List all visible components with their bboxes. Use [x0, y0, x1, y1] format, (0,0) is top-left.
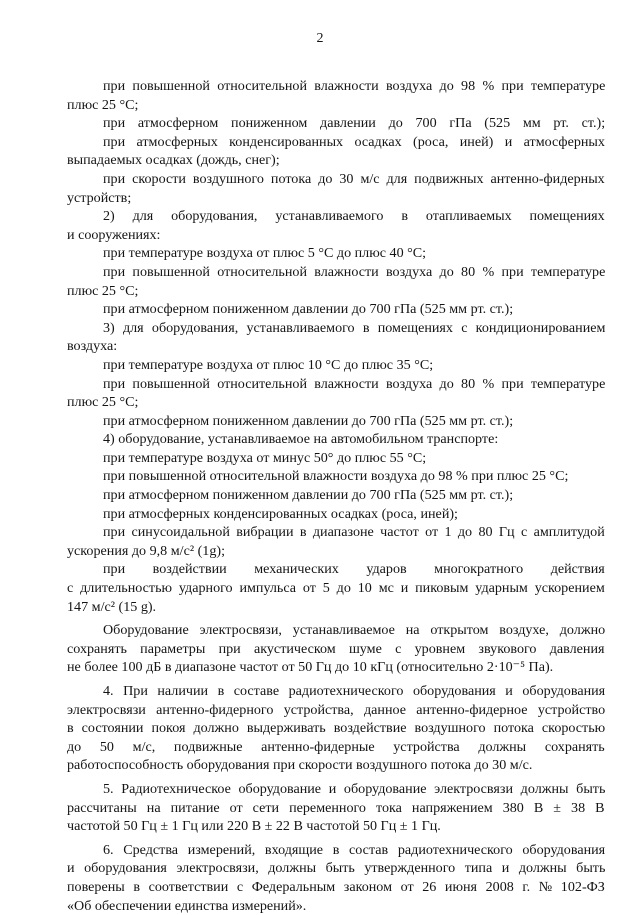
- text-line: поверены в соответствии с Федеральным законом от 26 июня 2008 г. № 102-ФЗ: [67, 878, 605, 895]
- text-line: и оборудования электросвязи, должны быть утвержденного типа и должны быть: [67, 860, 606, 877]
- text-line: 5. Радиотехническое оборудование и оборудование электросвязи должны быть: [103, 780, 606, 797]
- text-line: 4) оборудование, устанавливаемое на автомобильном транспорте:: [103, 431, 499, 448]
- text-line: при повышенной относительной влажности воздуха до 80 % при температуре: [103, 375, 606, 392]
- text-line: частотой 50 Гц ± 1 Гц или 220 В ± 22 В частотой 50 Гц ± 1 Гц.: [67, 818, 441, 835]
- text-line: при атмосферном пониженном давлении до 700 гПа (525 мм рт. ст.);: [103, 412, 514, 429]
- text-line: сохранять параметры при акустическом шуме с уровнем звукового давления: [67, 640, 605, 657]
- text-line: в состоянии покоя должно выдерживать воздействие воздушного потока скоростью: [67, 720, 606, 737]
- text-line: при температуре воздуха от минус 50° до плюс 55 °С;: [103, 449, 427, 466]
- text-line: при воздействии механических ударов многократного действия: [103, 561, 605, 578]
- document-body: [67, 77, 605, 915]
- text-line: при температуре воздуха от плюс 5 °С до плюс 40 °С;: [103, 245, 427, 262]
- text-line: рассчитаны на питание от сети переменного тока напряжением 380 В ± 38 В: [67, 799, 605, 816]
- text-line: при атмосферных конденсированных осадках (роса, иней);: [103, 505, 458, 522]
- text-line: не более 100 дБ в диапазоне частот от 50 Гц до 10 кГц (относительно 2·10⁻⁵ Па).: [67, 659, 554, 676]
- text-line: с длительностью ударного импульса от 5 до 10 мс и пиковым ударным ускорением: [67, 580, 605, 597]
- text-line: Оборудование электросвязи, устанавливаемое на открытом воздухе, должно: [103, 622, 606, 639]
- text-line: 3) для оборудования, устанавливаемого в помещениях с кондиционированием: [103, 319, 606, 336]
- text-line: до 50 м/с, подвижные антенно-фидерные устройства должны сохранять: [67, 738, 605, 755]
- text-line: электросвязи антенно-фидерного устройства, данное антенно-фидерное устройство: [67, 701, 606, 718]
- text-line: при повышенной относительной влажности воздуха до 80 % при температуре: [103, 263, 606, 280]
- text-line: плюс 25 °С;: [67, 394, 139, 411]
- text-line: и сооружениях:: [67, 226, 161, 243]
- text-line: 2) для оборудования, устанавливаемого в отапливаемых помещениях: [103, 208, 605, 225]
- text-line: плюс 25 °С;: [67, 96, 139, 113]
- text-line: плюс 25 °С;: [67, 282, 139, 299]
- text-line: при скорости воздушного потока до 30 м/с для подвижных антенно-фидерных: [103, 170, 605, 187]
- text-line: ускорения до 9,8 м/с² (1g);: [67, 542, 225, 559]
- text-line: при атмосферном пониженном давлении до 700 гПа (525 мм рт. ст.);: [103, 301, 514, 318]
- text-line: воздуха:: [67, 338, 118, 355]
- text-line: при атмосферном пониженном давлении до 700 гПа (525 мм рт. ст.);: [103, 487, 514, 504]
- text-line: работоспособность оборудования при скорости воздушного потока до 30 м/с.: [67, 757, 533, 774]
- text-line: при повышенной относительной влажности воздуха до 98 % при температуре: [103, 78, 606, 94]
- page-number: 2: [316, 31, 324, 46]
- text-line: 6. Средства измерений, входящие в состав радиотехнического оборудования: [103, 841, 606, 858]
- text-line: 4. При наличии в составе радиотехнического оборудования и оборудования: [103, 683, 606, 699]
- text-line: при атмосферных конденсированных осадках (роса, иней) и атмосферных: [103, 133, 605, 150]
- text-line: устройств;: [67, 189, 132, 206]
- text-line: 147 м/с² (15 g).: [67, 598, 157, 615]
- text-line: при атмосферном пониженном давлении до 700 гПа (525 мм рт. ст.);: [103, 115, 606, 132]
- text-line: «Об обеспечении единства измерений».: [67, 897, 307, 914]
- text-line: выпадаемых осадках (дождь, снег);: [67, 152, 280, 169]
- text-line: при синусоидальной вибрации в диапазоне частот от 1 до 80 Гц с амплитудой: [103, 524, 605, 541]
- text-line: при температуре воздуха от плюс 10 °С до плюс 35 °С;: [103, 356, 434, 373]
- text-line: при повышенной относительной влажности воздуха до 98 % при плюс 25 °С;: [103, 468, 569, 485]
